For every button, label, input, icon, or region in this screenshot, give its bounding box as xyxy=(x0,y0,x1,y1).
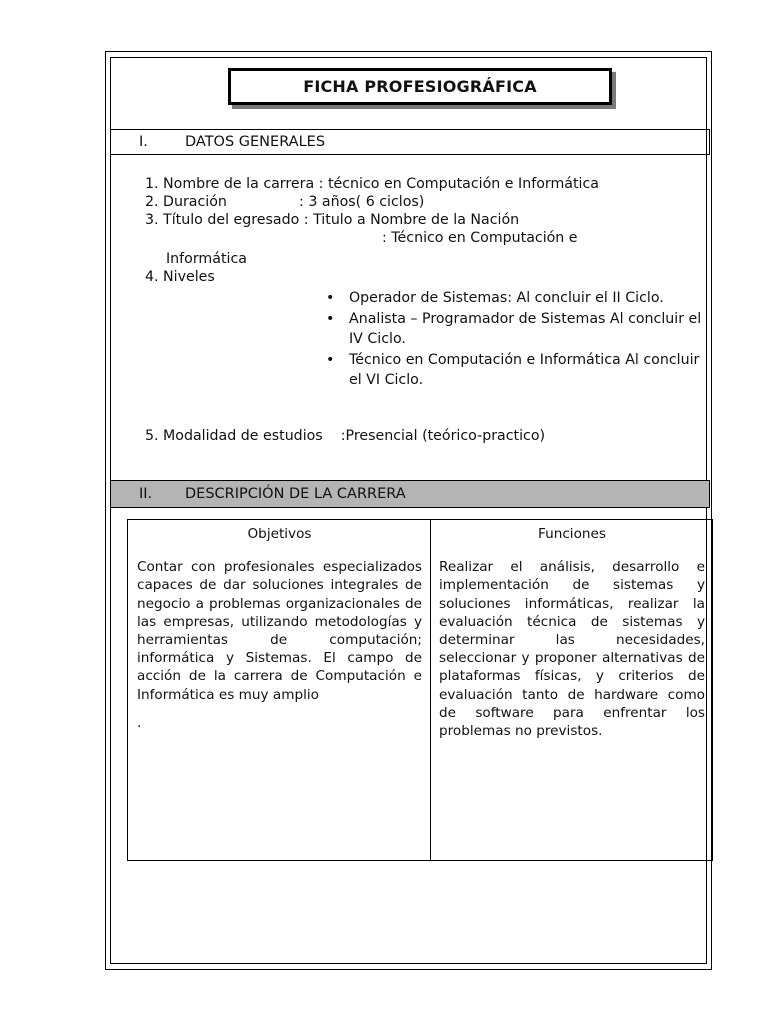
section-label: DESCRIPCIÓN DE LA CARRERA xyxy=(185,486,406,502)
section-label: DATOS GENERALES xyxy=(185,134,326,150)
list-item-modalidad: 5. Modalidad de estudios :Presencial (teórico-practico) xyxy=(145,428,546,444)
list-item-titulo-end: Informática xyxy=(166,251,247,267)
nivel-text: Técnico en Computación e Informática Al concluir el VI Ciclo. xyxy=(349,351,700,388)
objetivos-column xyxy=(137,520,422,732)
objetivos-dot: . xyxy=(137,714,142,731)
nivel-item: • Técnico en Computación e Informática Al concluir el VI Ciclo. xyxy=(326,351,700,388)
section-number: II. xyxy=(139,486,153,502)
nivel-text: Analista – Programador de Sistemas Al concluir el IV Ciclo. xyxy=(349,310,702,347)
list-item-nombre: 1. Nombre de la carrera : técnico en Computación e Informática xyxy=(145,176,599,192)
list-item-titulo: 3. Título del egresado : Titulo a Nombre de la Nación xyxy=(145,212,520,228)
section-datos-generales xyxy=(110,129,710,155)
section-number: I. xyxy=(139,134,148,150)
list-item-duracion: 2. Duración : 3 años( 6 ciclos) xyxy=(145,194,425,210)
funciones-text: Realizar el análisis, desarrollo e implementación de sistemas y soluciones informáticas, realizar la evaluación técnica de sistemas y determinar las necesidades, seleccionar y proponer alternativas de plataformas físicas, y criterios de evaluación tanto de hardware como de software para enfrentar los problemas no previstos. xyxy=(439,559,705,740)
section-descripcion xyxy=(110,480,710,508)
niveles-list xyxy=(324,288,704,391)
nivel-text: Operador de Sistemas: Al concluir el II Ciclo. xyxy=(349,290,664,306)
list-item-titulo-cont: : Técnico en Computación e xyxy=(382,230,578,246)
list-item-niveles: 4. Niveles xyxy=(145,269,215,285)
funciones-header: Funciones xyxy=(538,526,606,542)
nivel-item: • Analista – Programador de Sistemas Al concluir el IV Ciclo. xyxy=(326,310,702,347)
nivel-item: • Operador de Sistemas: Al concluir el II Ciclo. xyxy=(326,290,664,306)
objetivos-header: Objetivos xyxy=(247,526,312,542)
description-table xyxy=(127,519,713,861)
column-divider xyxy=(430,520,431,860)
document-title: FICHA PROFESIOGRÁFICA xyxy=(228,68,612,105)
funciones-column xyxy=(439,520,705,740)
objetivos-text: Contar con profesionales especializados capaces de dar soluciones integrales de negocio a problemas organizacionales de las empresas, utilizando metodologías y herramientas de computación; informática y Sistemas. El campo de acción de la carrera de Computación e Informática es muy amplio xyxy=(137,559,422,703)
